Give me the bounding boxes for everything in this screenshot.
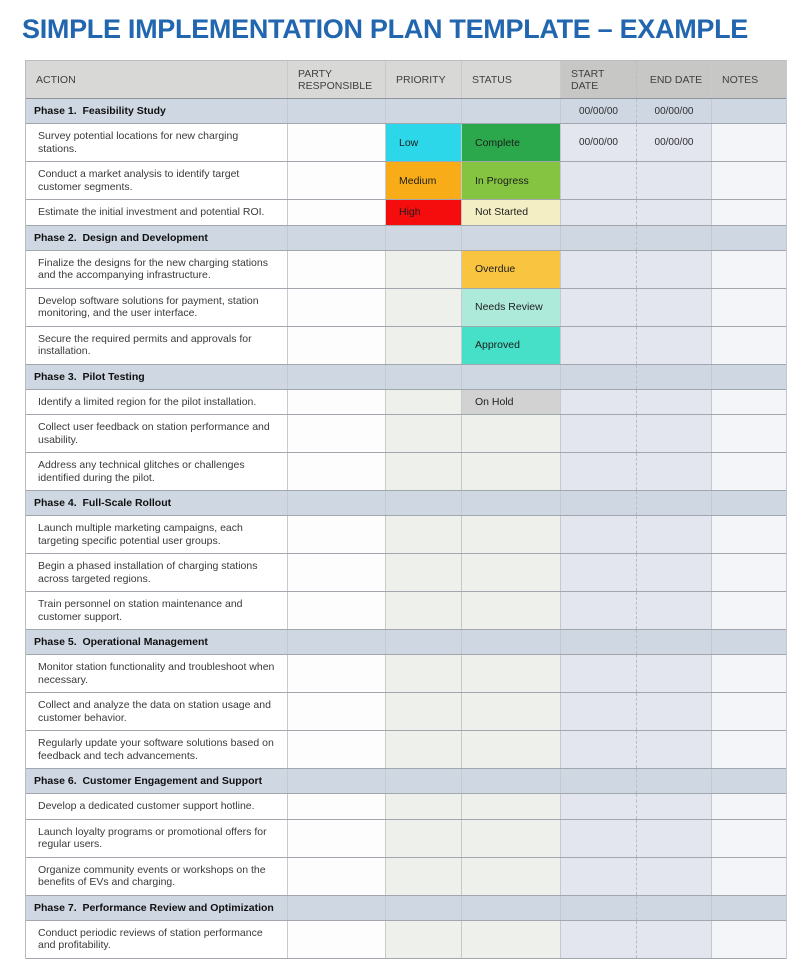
phase-priority-cell: [386, 491, 462, 515]
start-cell: [561, 162, 637, 199]
task-row: [26, 200, 786, 226]
action-text: Regularly update your software solutions based on feedback and tech advancements.: [38, 737, 274, 762]
party-cell: [288, 327, 386, 364]
party-cell: [288, 820, 386, 857]
phase-notes-cell: [712, 365, 786, 389]
phase-party-cell: [288, 226, 386, 250]
party-cell: [288, 731, 386, 768]
status-cell: [462, 693, 561, 730]
priority-cell: [386, 327, 462, 364]
column-header-label: PARTY RESPONSIBLE: [298, 67, 373, 92]
status-cell: [462, 592, 561, 629]
action-text: Monitor station functionality and troubleshoot when necessary.: [38, 661, 275, 686]
action-text: Finalize the designs for the new charging stations and the accompanying infrastructure.: [38, 256, 268, 281]
phase-row: [26, 896, 786, 921]
column-header-label: PRIORITY: [396, 73, 446, 86]
status-label: Not Started: [475, 206, 529, 219]
action-cell: [26, 693, 288, 730]
task-row: [26, 731, 786, 769]
start-cell: [561, 251, 637, 288]
phase-status-cell: [462, 99, 561, 123]
end-cell: [637, 858, 712, 895]
party-cell: [288, 693, 386, 730]
status-cell: [462, 162, 561, 199]
start-cell: [561, 200, 637, 225]
status-label: Needs Review: [475, 301, 543, 313]
task-row: [26, 516, 786, 554]
action-cell: [26, 858, 288, 895]
status-cell: [462, 794, 561, 819]
action-cell: [26, 327, 288, 364]
party-cell: [288, 200, 386, 225]
priority-cell: [386, 453, 462, 490]
action-text: Train personnel on station maintenance and customer support.: [38, 598, 243, 623]
end-cell: [637, 453, 712, 490]
priority-cell: [386, 693, 462, 730]
end-cell: [637, 693, 712, 730]
task-row: [26, 390, 786, 416]
phase-notes-cell: [712, 896, 786, 920]
status-cell: [462, 921, 561, 958]
task-row: [26, 415, 786, 453]
phase-party-cell: [288, 365, 386, 389]
phase-start-cell: 00/00/00: [561, 99, 637, 123]
notes-cell: [712, 858, 786, 895]
header-cell-notes: [712, 61, 786, 98]
phase-action-cell: [26, 896, 288, 920]
phase-start-cell: [561, 630, 637, 654]
column-header-label: NOTES: [722, 73, 759, 86]
start-cell: [561, 327, 637, 364]
phase-label: Phase 2. Design and Development: [34, 231, 208, 244]
status-label: On Hold: [475, 395, 514, 408]
party-cell: [288, 554, 386, 591]
status-cell: [462, 327, 561, 364]
party-cell: [288, 516, 386, 553]
action-cell: [26, 251, 288, 288]
priority-cell: [386, 415, 462, 452]
notes-cell: [712, 251, 786, 288]
start-cell: [561, 516, 637, 553]
action-cell: [26, 655, 288, 692]
notes-cell: [712, 820, 786, 857]
column-header-label: ACTION: [36, 73, 76, 86]
notes-cell: [712, 592, 786, 629]
phase-row: [26, 630, 786, 655]
priority-cell: [386, 921, 462, 958]
notes-cell: [712, 794, 786, 819]
plan-table: [25, 60, 787, 959]
phase-party-cell: [288, 99, 386, 123]
end-cell: [637, 327, 712, 364]
start-cell: [561, 655, 637, 692]
priority-cell: [386, 820, 462, 857]
action-cell: [26, 921, 288, 958]
end-cell: [637, 390, 712, 415]
action-text: Identify a limited region for the pilot installation.: [38, 395, 257, 408]
status-cell: [462, 200, 561, 225]
end-cell: [637, 415, 712, 452]
end-cell: [637, 162, 712, 199]
party-cell: [288, 289, 386, 326]
phase-status-cell: [462, 896, 561, 920]
phase-end-cell: [637, 896, 712, 920]
action-text: Collect and analyze the data on station usage and customer behavior.: [38, 699, 271, 724]
priority-cell: [386, 390, 462, 415]
phase-party-cell: [288, 491, 386, 515]
phase-row: [26, 769, 786, 794]
phase-end-cell: [637, 630, 712, 654]
start-cell: [561, 820, 637, 857]
notes-cell: [712, 124, 786, 161]
phase-notes-cell: [712, 630, 786, 654]
task-row: [26, 162, 786, 200]
notes-cell: [712, 693, 786, 730]
task-row: [26, 327, 786, 365]
task-row: [26, 592, 786, 630]
notes-cell: [712, 731, 786, 768]
phase-end-cell: [637, 365, 712, 389]
start-cell: [561, 921, 637, 958]
phase-row: [26, 365, 786, 390]
priority-cell: [386, 251, 462, 288]
task-row: [26, 794, 786, 820]
page-title: SIMPLE IMPLEMENTATION PLAN TEMPLATE – EXAMPLE: [22, 14, 749, 44]
phase-label: Phase 3. Pilot Testing: [34, 370, 145, 383]
phase-priority-cell: [386, 630, 462, 654]
status-cell: [462, 415, 561, 452]
phase-party-cell: [288, 769, 386, 793]
action-text: Survey potential locations for new charging stations.: [38, 130, 239, 155]
phase-priority-cell: [386, 769, 462, 793]
end-cell: [637, 289, 712, 326]
phase-priority-cell: [386, 365, 462, 389]
header-cell-party: [288, 61, 386, 98]
action-text: Begin a phased installation of charging stations across targeted regions.: [38, 560, 258, 585]
action-cell: [26, 200, 288, 225]
priority-cell: [386, 731, 462, 768]
action-cell: [26, 592, 288, 629]
status-cell: [462, 655, 561, 692]
priority-cell: [386, 794, 462, 819]
action-cell: [26, 289, 288, 326]
phase-action-cell: [26, 491, 288, 515]
action-cell: [26, 162, 288, 199]
phase-status-cell: [462, 769, 561, 793]
party-cell: [288, 592, 386, 629]
header-cell-end: [637, 61, 712, 98]
status-cell: [462, 390, 561, 415]
priority-cell: [386, 200, 462, 225]
task-row: [26, 820, 786, 858]
party-cell: [288, 162, 386, 199]
column-header-label: START DATE: [571, 67, 605, 92]
status-label: Complete: [475, 136, 520, 149]
phase-status-cell: [462, 491, 561, 515]
action-cell: [26, 453, 288, 490]
action-text: Organize community events or workshops on the benefits of EVs and charging.: [38, 863, 266, 888]
phase-notes-cell: [712, 769, 786, 793]
priority-cell: [386, 554, 462, 591]
phase-notes-cell: [712, 99, 786, 123]
phase-party-cell: [288, 630, 386, 654]
phase-start-cell: [561, 769, 637, 793]
action-cell: [26, 415, 288, 452]
action-text: Conduct a market analysis to identify target customer segments.: [38, 168, 240, 193]
end-cell: [637, 655, 712, 692]
column-header-label: END DATE: [649, 73, 703, 86]
party-cell: [288, 453, 386, 490]
phase-action-cell: [26, 365, 288, 389]
action-cell: [26, 554, 288, 591]
phase-label: Phase 1. Feasibility Study: [34, 105, 166, 117]
party-cell: [288, 251, 386, 288]
header-cell-status: [462, 61, 561, 98]
start-cell: [561, 858, 637, 895]
status-cell: [462, 554, 561, 591]
column-header-label: STATUS: [472, 73, 512, 86]
party-cell: [288, 655, 386, 692]
priority-label: High: [399, 206, 421, 219]
phase-priority-cell: [386, 226, 462, 250]
action-cell: [26, 794, 288, 819]
action-text: Collect user feedback on station performance and usability.: [38, 421, 270, 446]
status-cell: [462, 858, 561, 895]
phase-row: [26, 99, 786, 124]
end-cell: [637, 516, 712, 553]
action-text: Secure the required permits and approvals for installation.: [38, 332, 252, 357]
end-cell: [637, 200, 712, 225]
notes-cell: [712, 162, 786, 199]
party-cell: [288, 794, 386, 819]
phase-action-cell: [26, 99, 288, 123]
phase-status-cell: [462, 630, 561, 654]
action-cell: [26, 516, 288, 553]
notes-cell: [712, 289, 786, 326]
task-row: [26, 554, 786, 592]
status-cell: [462, 731, 561, 768]
phase-start-cell: [561, 491, 637, 515]
phase-status-cell: [462, 365, 561, 389]
phase-start-cell: [561, 226, 637, 250]
start-cell: [561, 390, 637, 415]
status-cell: [462, 124, 561, 161]
task-row: [26, 251, 786, 289]
status-cell: [462, 516, 561, 553]
action-cell: [26, 731, 288, 768]
notes-cell: [712, 655, 786, 692]
party-cell: [288, 858, 386, 895]
notes-cell: [712, 453, 786, 490]
party-cell: [288, 921, 386, 958]
action-text: Estimate the initial investment and potential ROI.: [38, 206, 265, 218]
status-label: In Progress: [475, 174, 529, 187]
action-text: Launch loyalty programs or promotional offers for regular users.: [38, 825, 267, 850]
phase-row: [26, 226, 786, 251]
task-row: [26, 289, 786, 327]
phase-end-cell: [637, 491, 712, 515]
party-cell: [288, 390, 386, 415]
start-cell: [561, 731, 637, 768]
header-row: [26, 60, 786, 99]
phase-priority-cell: [386, 896, 462, 920]
end-cell: [637, 251, 712, 288]
action-cell: [26, 820, 288, 857]
action-cell: [26, 390, 288, 415]
phase-end-cell: [637, 769, 712, 793]
start-cell: [561, 415, 637, 452]
notes-cell: [712, 516, 786, 553]
end-cell: [637, 794, 712, 819]
action-text: Launch multiple marketing campaigns, each targeting specific potential user groups.: [38, 522, 243, 547]
header-cell-action: [26, 61, 288, 98]
end-cell: [637, 554, 712, 591]
start-cell: [561, 794, 637, 819]
phase-action-cell: [26, 769, 288, 793]
phase-start-cell: [561, 365, 637, 389]
phase-action-cell: [26, 226, 288, 250]
priority-cell: [386, 289, 462, 326]
status-cell: [462, 251, 561, 288]
phase-priority-cell: [386, 99, 462, 123]
header-cell-priority: [386, 61, 462, 98]
end-cell: [637, 921, 712, 958]
notes-cell: [712, 921, 786, 958]
end-cell: [637, 592, 712, 629]
phase-end-cell: 00/00/00: [637, 99, 712, 123]
phase-label: Phase 5. Operational Management: [34, 636, 208, 648]
phase-label: Phase 4. Full-Scale Rollout: [34, 497, 172, 509]
task-row: [26, 858, 786, 896]
task-row: [26, 693, 786, 731]
status-label: Overdue: [475, 263, 516, 275]
notes-cell: [712, 415, 786, 452]
phase-action-cell: [26, 630, 288, 654]
priority-cell: [386, 592, 462, 629]
notes-cell: [712, 200, 786, 225]
action-text: Conduct periodic reviews of station performance and profitability.: [38, 926, 263, 951]
task-row: [26, 655, 786, 693]
end-cell: [637, 820, 712, 857]
notes-cell: [712, 390, 786, 415]
notes-cell: [712, 327, 786, 364]
phase-label: Phase 6. Customer Engagement and Support: [34, 775, 263, 787]
end-cell: [637, 731, 712, 768]
priority-cell: [386, 124, 462, 161]
start-cell: [561, 693, 637, 730]
party-cell: [288, 415, 386, 452]
phase-row: [26, 491, 786, 516]
status-cell: [462, 820, 561, 857]
phase-party-cell: [288, 896, 386, 920]
status-cell: [462, 289, 561, 326]
start-cell: 00/00/00: [561, 124, 637, 161]
action-text: Address any technical glitches or challenges identified during the pilot.: [38, 459, 245, 484]
priority-cell: [386, 162, 462, 199]
status-label: Approved: [475, 339, 520, 351]
start-cell: [561, 289, 637, 326]
action-text: Develop a dedicated customer support hotline.: [38, 800, 255, 812]
start-cell: [561, 592, 637, 629]
phase-end-cell: [637, 226, 712, 250]
priority-cell: [386, 858, 462, 895]
start-cell: [561, 554, 637, 591]
header-cell-start: [561, 61, 637, 98]
action-cell: [26, 124, 288, 161]
priority-label: Low: [399, 136, 419, 149]
phase-notes-cell: [712, 226, 786, 250]
task-row: [26, 453, 786, 491]
phase-label: Phase 7. Performance Review and Optimization: [34, 901, 274, 914]
priority-label: Medium: [399, 174, 437, 187]
start-cell: [561, 453, 637, 490]
priority-cell: [386, 516, 462, 553]
phase-status-cell: [462, 226, 561, 250]
phase-notes-cell: [712, 491, 786, 515]
status-cell: [462, 453, 561, 490]
priority-cell: [386, 655, 462, 692]
phase-start-cell: [561, 896, 637, 920]
party-cell: [288, 124, 386, 161]
end-cell: 00/00/00: [637, 124, 712, 161]
action-text: Develop software solutions for payment, station monitoring, and the user interface.: [38, 294, 259, 319]
notes-cell: [712, 554, 786, 591]
task-row: [26, 124, 786, 162]
